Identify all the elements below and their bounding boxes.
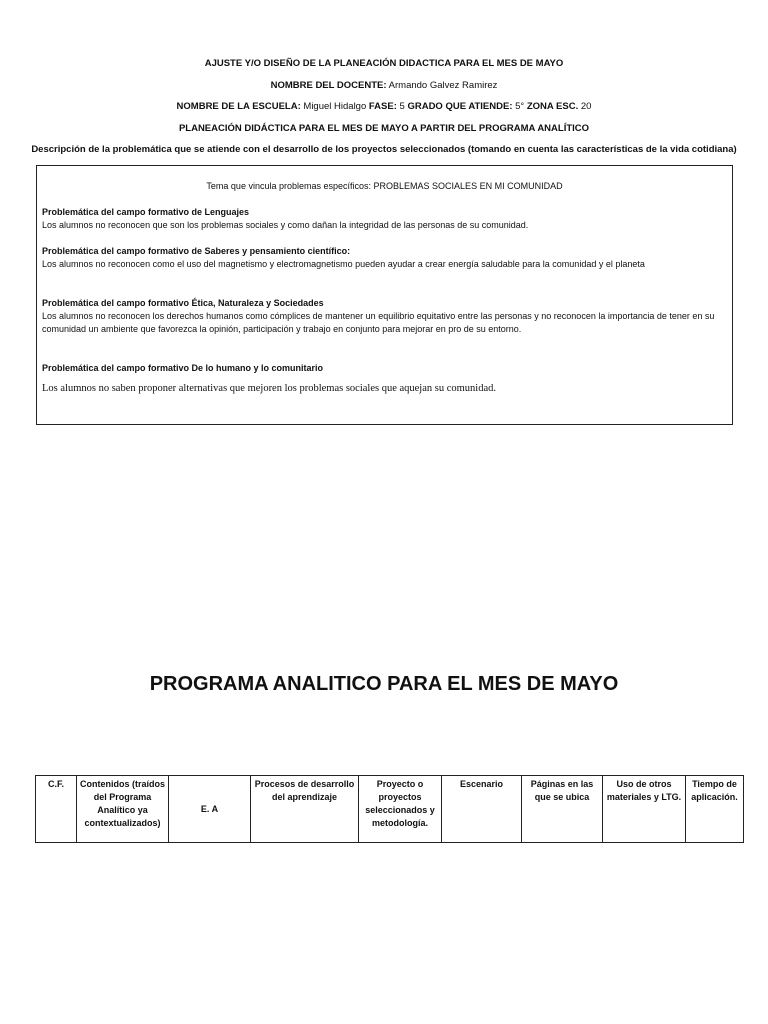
lenguajes-text: Los alumnos no reconocen que son los problemas sociales y como dañan la integridad de las personas de su comunidad. <box>42 220 529 230</box>
etica-block <box>42 297 728 336</box>
theme-line <box>37 181 732 191</box>
header-cell-tiempo: Tiempo de aplicación. <box>686 776 744 843</box>
theme-label: Tema que vincula problemas específicos: <box>206 181 372 191</box>
etica-title: Problemática del campo formativo Ética, Naturaleza y Sociedades <box>42 298 324 308</box>
document-title: AJUSTE Y/O DISEÑO DE LA PLANEACIÓN DIDACTICA PARA EL MES DE MAYO <box>204 58 564 69</box>
problems-box <box>36 165 733 425</box>
theme-value: PROBLEMAS SOCIALES EN MI COMUNIDAD <box>373 181 563 191</box>
planning-subtitle: PLANEACIÓN DIDÁCTICA PARA EL MES DE MAYO A PARTIR DEL PROGRAMA ANALÍTICO <box>178 123 590 134</box>
header-cell-materiales: Uso de otros materiales y LTG. <box>603 776 686 843</box>
header-cell-cf: C.F. <box>36 776 77 843</box>
program-title: PROGRAMA ANALITICO PARA EL MES DE MAYO <box>149 673 619 695</box>
teacher-name: Armando Galvez Ramirez <box>388 80 498 91</box>
header-cell-contenidos: Contenidos (traídos del Programa Analítico ya contextualizados) <box>77 776 169 843</box>
problem-description: Descripción de la problemática que se atiende con el desarrollo de los proyectos seleccionados (tomando en cuenta las características de la vida cotidiana) <box>31 144 737 155</box>
phase-value: 5 <box>399 101 405 112</box>
teacher-label: NOMBRE DEL DOCENTE: <box>270 80 387 91</box>
humano-text: Los alumnos no saben proponer alternativas que mejoren los problemas sociales que aquejan su comunidad. <box>42 383 497 394</box>
etica-text: Los alumnos no reconocen los derechos humanos como cómplices de mantener un equilibrio equitativo entre las personas y no reconocen la importancia de tener en su comunidad un ambiente que favorezca la opinión, participación y trabajo en conjunto para mejorar en pro de su entorno. <box>42 311 715 334</box>
zone-value: 20 <box>580 101 592 112</box>
humano-block <box>42 362 728 395</box>
school-label: NOMBRE DE LA ESCUELA: <box>176 101 301 112</box>
header-cell-procesos: Procesos de desarrollo del aprendizaje <box>251 776 359 843</box>
lenguajes-block <box>42 206 728 232</box>
header-cell-ea: E. A <box>169 776 251 843</box>
phase-label: FASE: <box>368 101 397 112</box>
grade-value: 5° <box>515 101 525 112</box>
header-cell-escenario: Escenario <box>442 776 522 843</box>
saberes-title: Problemática del campo formativo de Saberes y pensamiento científico: <box>42 246 351 256</box>
teacher-line <box>0 80 768 91</box>
school-name: Miguel Hidalgo <box>303 101 367 112</box>
saberes-block <box>42 245 728 271</box>
table-header-row <box>36 776 744 843</box>
header-cell-proyecto: Proyecto o proyectos seleccionados y metodología. <box>359 776 442 843</box>
lenguajes-title: Problemática del campo formativo de Lenguajes <box>42 207 250 217</box>
grade-label: GRADO QUE ATIENDE: <box>407 101 513 112</box>
saberes-text: Los alumnos no reconocen como el uso del magnetismo y electromagnetismo pueden ayudar a crear energía saludable para la comunidad y el planeta <box>42 259 645 269</box>
header-cell-paginas: Páginas en las que se ubica <box>522 776 603 843</box>
zone-label: ZONA ESC. <box>526 101 579 112</box>
school-line <box>0 101 768 112</box>
program-table <box>35 775 744 843</box>
humano-title: Problemática del campo formativo De lo humano y lo comunitario <box>42 363 324 373</box>
